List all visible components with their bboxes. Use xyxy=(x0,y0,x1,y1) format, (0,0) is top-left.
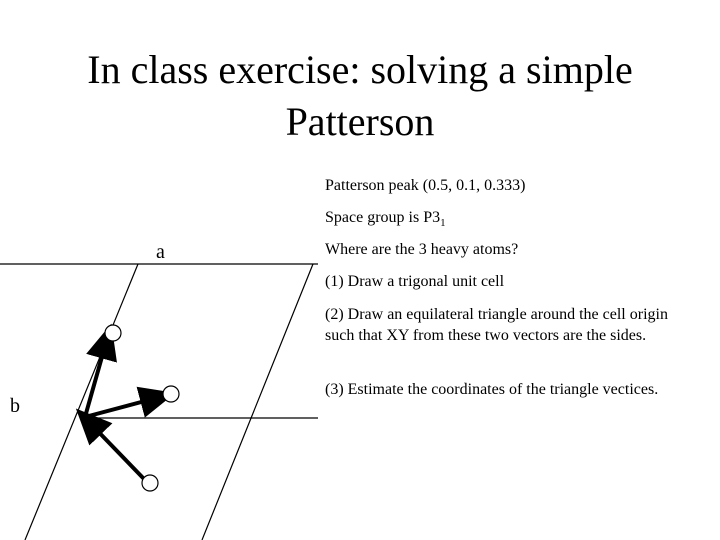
note-step-1: (1) Draw a trigonal unit cell xyxy=(325,273,505,290)
note-space-group xyxy=(325,207,670,234)
note-step-2: (2) Draw an equilateral triangle around the cell origin such that XY from these two vectors are the sides. xyxy=(325,306,668,344)
patterson-peak-lower xyxy=(142,475,158,491)
title-line-1: In class exercise: solving a simple xyxy=(87,47,633,92)
title-line-2: Patterson xyxy=(285,99,435,144)
axis-label-a: a xyxy=(156,241,165,263)
cell-edge-left xyxy=(25,264,138,540)
note-step-3: (3) Estimate the coordinates of the triangle vectices. xyxy=(325,381,659,398)
patterson-peak-upper xyxy=(105,325,121,341)
vector-upper xyxy=(85,339,107,417)
axis-label-b: b xyxy=(10,395,20,417)
vector-right xyxy=(85,397,160,417)
note-patterson-peak: Patterson peak (0.5, 0.1, 0.333) xyxy=(325,177,526,194)
vector-lower xyxy=(87,420,145,480)
space-group-subscript: 1 xyxy=(440,217,446,230)
cell-edge-right xyxy=(202,264,313,540)
note-question: Where are the 3 heavy atoms? xyxy=(325,241,519,258)
patterson-peak-right xyxy=(163,386,179,402)
space-group-text: Space group is P3 xyxy=(325,209,441,226)
